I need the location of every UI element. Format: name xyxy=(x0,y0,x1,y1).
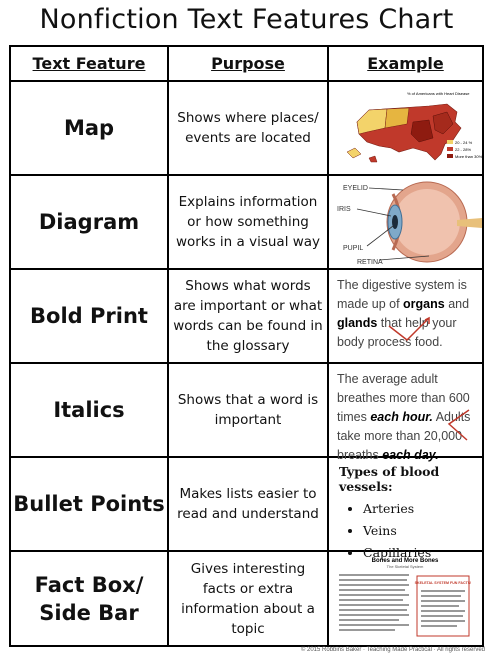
example-italics xyxy=(329,364,482,462)
diagram-label-iris: IRIS xyxy=(337,206,351,213)
fact-box-page-image xyxy=(329,552,482,645)
diagram-label-eyelid: EYELID xyxy=(343,185,368,192)
legend-swatch-mid xyxy=(447,147,453,151)
diagram-label-retina: RETINA xyxy=(357,259,383,266)
example-fact-box xyxy=(329,552,482,645)
italics-sample-text: The average adult breathes more than 600 times xyxy=(337,372,470,424)
list-item: • Arteries xyxy=(363,498,482,520)
map-legend-item-1: 20 - 24 % xyxy=(455,140,473,145)
list-item: • Veins xyxy=(363,520,482,542)
example-bullet-points xyxy=(329,458,482,560)
legend-swatch-low xyxy=(447,140,453,144)
legend-swatch-high xyxy=(447,154,453,158)
purpose-bold-print: Shows what words are important or what words can be found in the glossary xyxy=(173,278,323,354)
copyright-footer: © 2015 Robbins Baker · Teaching Made Practical · All rights reserved xyxy=(300,647,485,653)
italics-sample-text: Adults take more than 20,000 breaths xyxy=(337,410,471,462)
bullets-sample-title: Types of blood vessels: xyxy=(339,464,440,494)
italic-phrase-hour: each hour. xyxy=(370,410,433,424)
bold-word-glands: glands xyxy=(337,316,378,330)
map-legend-item-2: 22 - 28% xyxy=(455,147,472,152)
feature-map: Map xyxy=(63,116,115,140)
feature-fact-box: Fact Box/ Side Bar xyxy=(34,572,144,625)
features-table xyxy=(9,45,484,647)
fact-page-subtitle: The Skeletal System xyxy=(386,564,424,569)
arrow-annotation xyxy=(329,270,482,362)
purpose-diagram: Explains information or how something works in a visual way xyxy=(175,194,321,250)
purpose-bullet-points: Makes lists easier to read and understand xyxy=(177,486,319,522)
feature-diagram: Diagram xyxy=(38,210,140,234)
example-diagram xyxy=(329,176,482,268)
feature-bullet-points: Bullet Points xyxy=(13,492,165,516)
map-legend-title: % of Americans with Heart Disease xyxy=(407,91,470,96)
italic-phrase-day: each day. xyxy=(382,448,439,462)
purpose-map: Shows where places/ events are located xyxy=(177,110,319,146)
fact-box-title: SKELETAL SYSTEM FUN FACTS! xyxy=(414,581,472,585)
bold-word-organs: organs xyxy=(403,297,445,311)
map-legend-item-3: More than 30% xyxy=(455,154,483,159)
example-bold-print xyxy=(329,270,482,362)
feature-italics: Italics xyxy=(53,398,125,422)
eye-diagram-image xyxy=(329,176,482,268)
fact-page-title: Bones and More Bones xyxy=(371,558,439,564)
purpose-italics: Shows that a word is important xyxy=(177,392,319,428)
diagram-label-pupil: PUPIL xyxy=(343,245,364,252)
header-text-feature: Text Feature xyxy=(32,54,146,73)
bold-sample-text: that help your body process food. xyxy=(337,316,457,349)
us-map-image xyxy=(329,82,482,174)
list-item: • Capillaries xyxy=(363,542,482,564)
header-purpose: Purpose xyxy=(211,54,285,73)
page-title: Nonfiction Text Features Chart xyxy=(39,4,454,35)
bold-sample-text: and xyxy=(448,297,470,311)
example-map xyxy=(329,82,482,174)
header-example: Example xyxy=(367,54,444,73)
arrow-annotation xyxy=(329,364,482,456)
purpose-fact-box: Gives interesting facts or extra information about a topic xyxy=(181,560,315,637)
feature-bold-print: Bold Print xyxy=(30,304,148,328)
bold-sample-text: The digestive system is made up of xyxy=(337,278,467,311)
